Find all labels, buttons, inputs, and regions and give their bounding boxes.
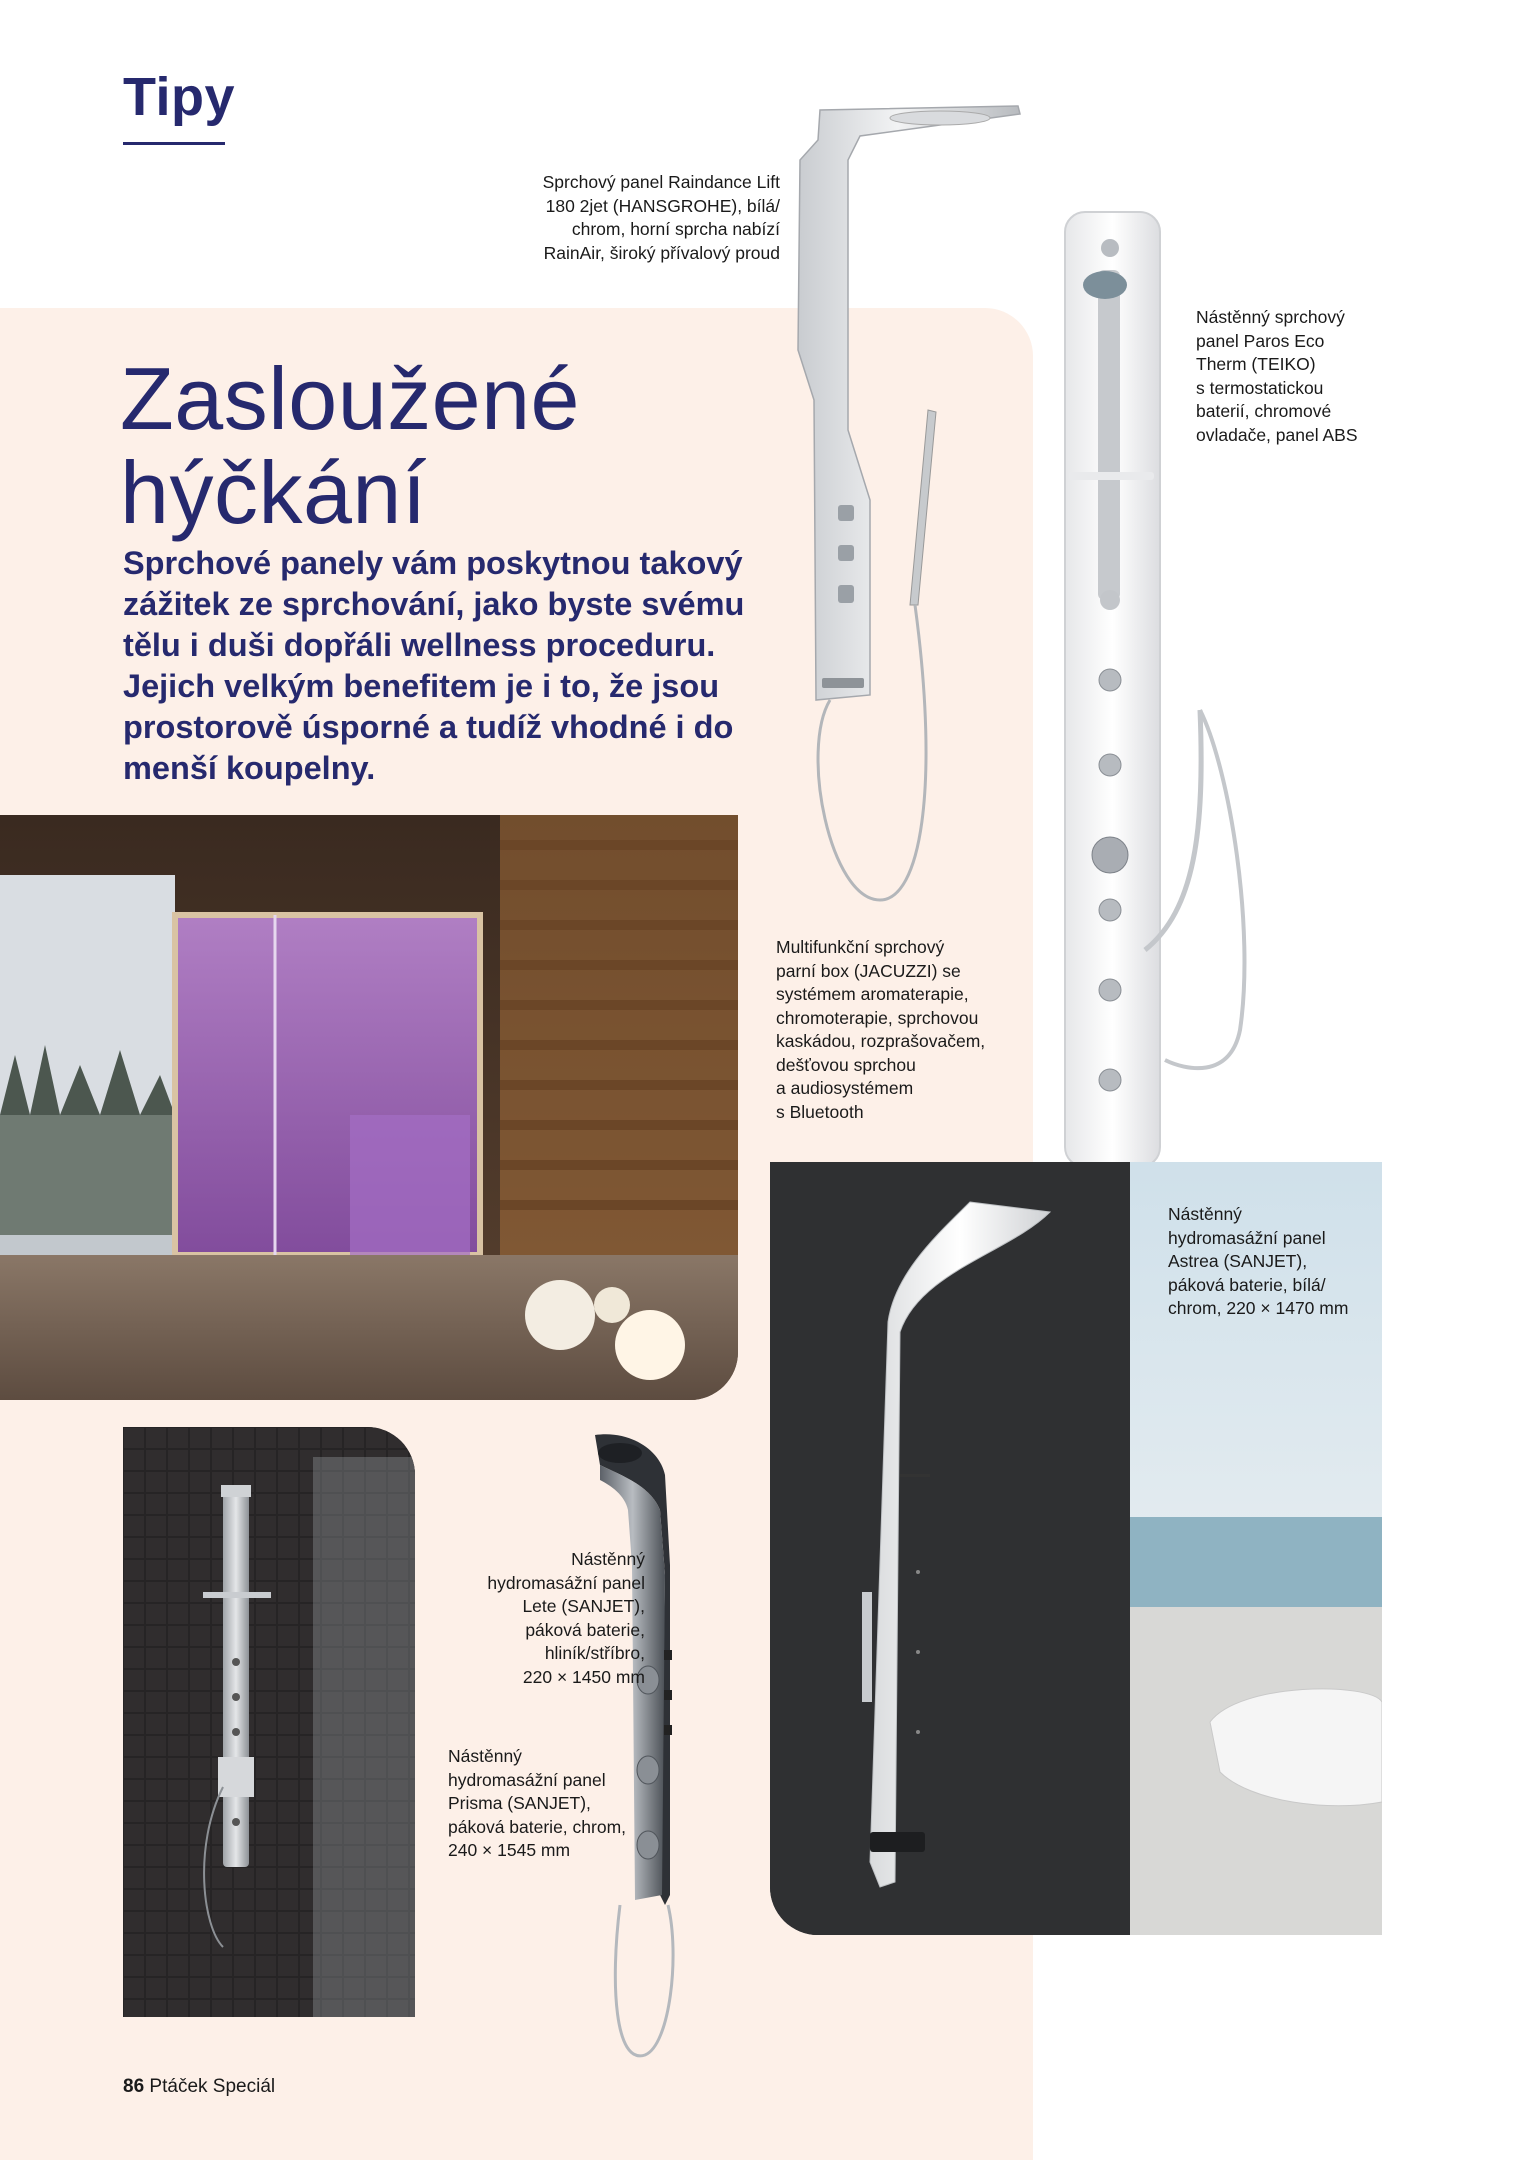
caption-jacuzzi-line: s Bluetooth [776,1101,864,1122]
section-underline [123,142,225,145]
caption-paros [1196,306,1426,447]
page-number: 86 [123,2076,145,2097]
caption-prisma-line: hydromasážní panel [448,1769,606,1790]
caption-prisma-line: Prisma (SANJET), [448,1793,591,1813]
caption-astrea [1168,1203,1378,1321]
caption-prisma-line: 240 × 1545 mm [448,1840,571,1860]
article-title-line-1: Zasloužené [120,349,580,448]
caption-paros-line: s termostatickou [1196,377,1324,398]
caption-paros-line: baterií, chromové [1196,401,1332,421]
article-title-line-2: hýčkání [120,443,427,542]
caption-raindance-line: RainAir, široký přívalový proud [543,242,780,263]
caption-raindance [450,171,780,265]
caption-lete-line: Nástěnný [571,1549,645,1569]
caption-astrea-line: Nástěnný [1168,1204,1242,1224]
caption-lete-line: páková baterie, [525,1619,645,1640]
article-title [120,349,580,542]
caption-jacuzzi-line: kaskádou, rozprašovačem, [776,1031,986,1051]
caption-paros-line: ovladače, panel ABS [1196,424,1358,445]
page-footer [123,2076,275,2098]
caption-prisma-line: Nástěnný [448,1746,522,1766]
article-lead: Sprchové panely vám poskytnou takový zážitek ze sprchování, jako byste svému tělu i duši dopřáli wellness proceduru. Jejich velkým benefitem je i to, že jsou prostorově úsporné a tudíž vhodné i do menší koupelny. [123,545,745,786]
caption-paros-line: Therm (TEIKO) [1196,354,1316,374]
caption-jacuzzi [776,936,1036,1124]
caption-lete [420,1548,645,1689]
caption-raindance-line: 180 2jet (HANSGROHE), bílá/ [545,195,780,216]
caption-astrea-line: páková baterie, bílá/ [1168,1274,1326,1295]
caption-raindance-line: Sprchový panel Raindance Lift [542,172,780,192]
caption-prisma-line: páková baterie, chrom, [448,1816,627,1837]
caption-astrea-line: Astrea (SANJET), [1168,1251,1308,1271]
caption-jacuzzi-line: dešťovou sprchou [776,1054,916,1075]
caption-lete-line: hliník/stříbro, [544,1643,645,1663]
jacuzzi-steam-room-photo [0,815,738,1400]
publication-name: Ptáček Speciál [149,2076,276,2097]
caption-raindance-line: chrom, horní sprcha nabízí [571,219,780,239]
lete-panel-photo [123,1427,415,2017]
section-label: Tipy [123,67,236,127]
caption-paros-line: Nástěnný sprchový [1196,307,1345,327]
caption-jacuzzi-line: a audiosystémem [776,1078,914,1098]
caption-jacuzzi-line: chromoterapie, sprchovou [776,1007,979,1028]
caption-jacuzzi-line: parní box (JACUZZI) se [776,960,961,981]
caption-lete-line: hydromasážní panel [487,1572,645,1593]
caption-jacuzzi-line: systémem aromaterapie, [776,984,969,1004]
raindance-panel-image [790,100,1030,920]
caption-lete-line: 220 × 1450 mm [522,1666,645,1687]
caption-paros-line: panel Paros Eco [1196,330,1325,351]
caption-astrea-line: chrom, 220 × 1470 mm [1168,1298,1349,1318]
caption-lete-line: Lete (SANJET), [522,1596,645,1616]
caption-jacuzzi-line: Multifunkční sprchový [776,937,945,957]
caption-astrea-line: hydromasážní panel [1168,1227,1326,1248]
caption-prisma [448,1745,668,1863]
